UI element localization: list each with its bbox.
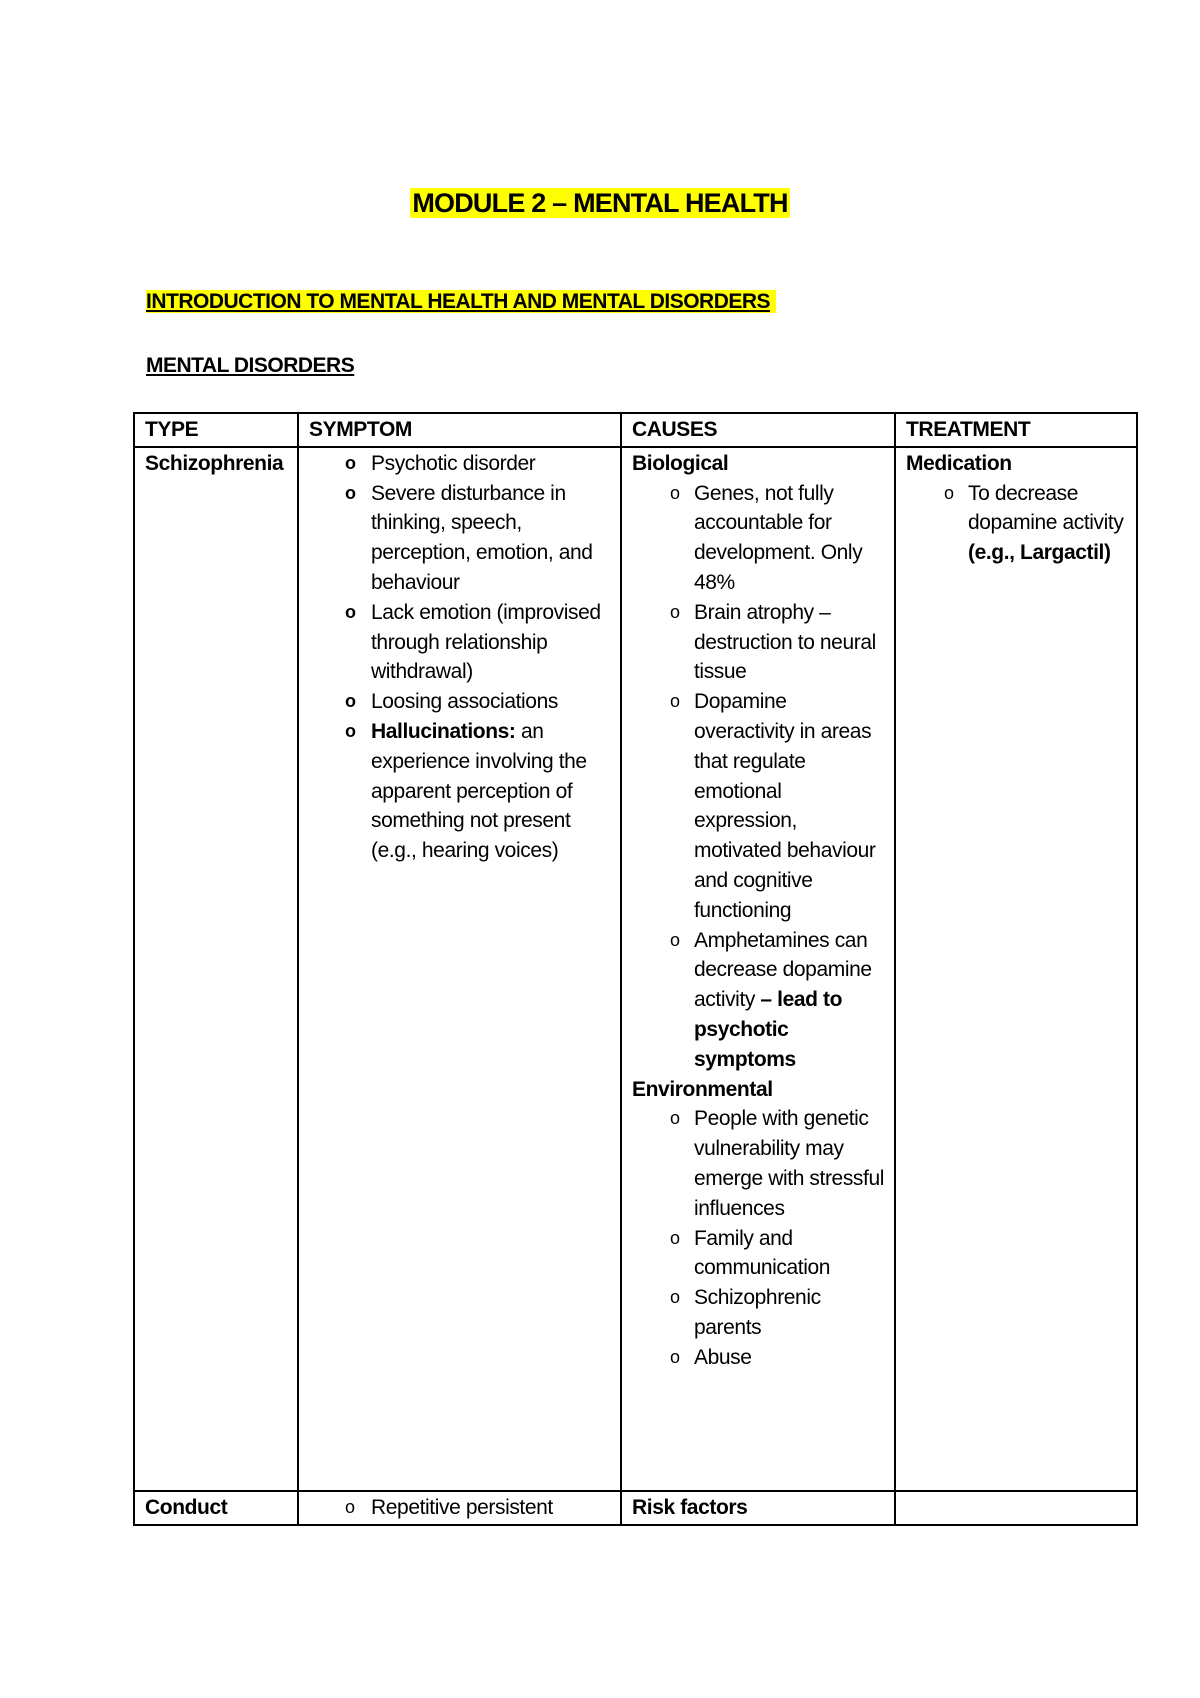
- cell-symptoms: [298, 1491, 621, 1525]
- bullet-icon: o: [345, 1496, 355, 1517]
- list-item: [309, 598, 610, 687]
- bullet-icon: o: [670, 1346, 680, 1367]
- list-item: [309, 449, 610, 479]
- list-item-text: Abuse: [694, 1345, 752, 1369]
- bullet-icon: o: [670, 929, 680, 950]
- list-item-text: Loosing associations: [371, 690, 558, 714]
- list-item: [632, 1343, 884, 1373]
- list-item-text: Repetitive persistent: [371, 1495, 553, 1519]
- list-item-text: Brain atrophy – destruction to neural tissue: [694, 600, 876, 684]
- causes-environmental-list: [632, 1104, 884, 1372]
- list-item-text: Amphetamines can decrease dopamine activity: [694, 928, 872, 1012]
- mental-disorders-table: [133, 412, 1138, 1526]
- treatment-heading: Medication: [906, 451, 1012, 475]
- list-item: [906, 479, 1126, 568]
- section-heading-text: INTRODUCTION TO MENTAL HEALTH AND MENTAL DISORDERS: [146, 290, 776, 313]
- list-item-bold-term: Hallucinations:: [371, 719, 516, 743]
- bullet-icon: o: [345, 482, 356, 503]
- list-item-bold-text: – lead to psychotic symptoms: [694, 988, 843, 1071]
- list-item-text: an experience involving the apparent perception of something not present (e.g., hearing voices): [371, 719, 587, 863]
- list-item-bold-text: (e.g., Largactil): [968, 541, 1111, 565]
- table-row: [134, 447, 1137, 1491]
- symptom-list: [309, 449, 610, 866]
- list-item: [632, 1283, 884, 1343]
- cell-symptoms: [298, 447, 621, 1491]
- subsection-heading: MENTAL DISORDERS: [146, 354, 355, 377]
- table-row: [134, 1491, 1137, 1525]
- cell-causes: Risk factors: [621, 1491, 895, 1525]
- causes-biological-list: [632, 479, 884, 1075]
- cell-causes: [621, 447, 895, 1491]
- list-item: [632, 479, 884, 598]
- bullet-icon: o: [670, 1108, 680, 1129]
- list-item: [632, 1224, 884, 1284]
- header-symptom: SYMPTOM: [298, 413, 621, 447]
- cell-treatment: [895, 447, 1137, 1491]
- document-title-text: MODULE 2 – MENTAL HEALTH: [412, 188, 788, 218]
- cell-treatment: [895, 1491, 1137, 1525]
- cell-type: Conduct: [134, 1491, 298, 1525]
- list-item: [632, 926, 884, 1075]
- list-item-text: Lack emotion (improvised through relationship withdrawal): [371, 600, 601, 684]
- list-item-text: Schizophrenic parents: [694, 1286, 821, 1339]
- list-item: [309, 1493, 610, 1523]
- list-item-text: Genes, not fully accountable for development. Only 48%: [694, 481, 863, 594]
- list-item-text: Severe disturbance in thinking, speech, perception, emotion, and behaviour: [371, 481, 593, 594]
- bullet-icon: o: [670, 1287, 680, 1308]
- bullet-icon: o: [670, 482, 680, 503]
- section-heading: [146, 289, 776, 315]
- list-item-text: People with genetic vulnerability may emerge with stressful influences: [694, 1107, 885, 1220]
- list-item: [309, 687, 610, 717]
- bullet-icon: o: [345, 452, 356, 473]
- list-item-text: Psychotic disorder: [371, 451, 536, 475]
- causes-environmental-heading: Environmental: [632, 1077, 773, 1101]
- treatment-list: [906, 479, 1126, 568]
- bullet-icon: o: [345, 720, 356, 741]
- table-header-row: [134, 413, 1137, 447]
- list-item: [632, 1104, 884, 1223]
- bullet-icon: o: [944, 482, 954, 503]
- list-item: [632, 687, 884, 925]
- header-causes: CAUSES: [621, 413, 895, 447]
- list-item-text: To decrease dopamine activity: [968, 481, 1124, 535]
- list-item: [309, 479, 610, 598]
- causes-biological-heading: Biological: [632, 451, 729, 475]
- list-item-text: Dopamine overactivity in areas that regulate emotional expression, motivated behaviour and cognitive functioning: [694, 690, 876, 922]
- header-type: TYPE: [134, 413, 298, 447]
- list-item-text: Family and communication: [694, 1226, 831, 1280]
- header-treatment: TREATMENT: [895, 413, 1137, 447]
- bullet-icon: o: [670, 601, 680, 622]
- bullet-icon: o: [345, 691, 356, 712]
- cell-type: Schizophrenia: [134, 447, 298, 1491]
- bullet-icon: o: [670, 691, 680, 712]
- document-title: [0, 186, 1200, 220]
- bullet-icon: o: [345, 601, 356, 622]
- list-item: [632, 598, 884, 687]
- bullet-icon: o: [670, 1227, 680, 1248]
- list-item: [309, 717, 610, 866]
